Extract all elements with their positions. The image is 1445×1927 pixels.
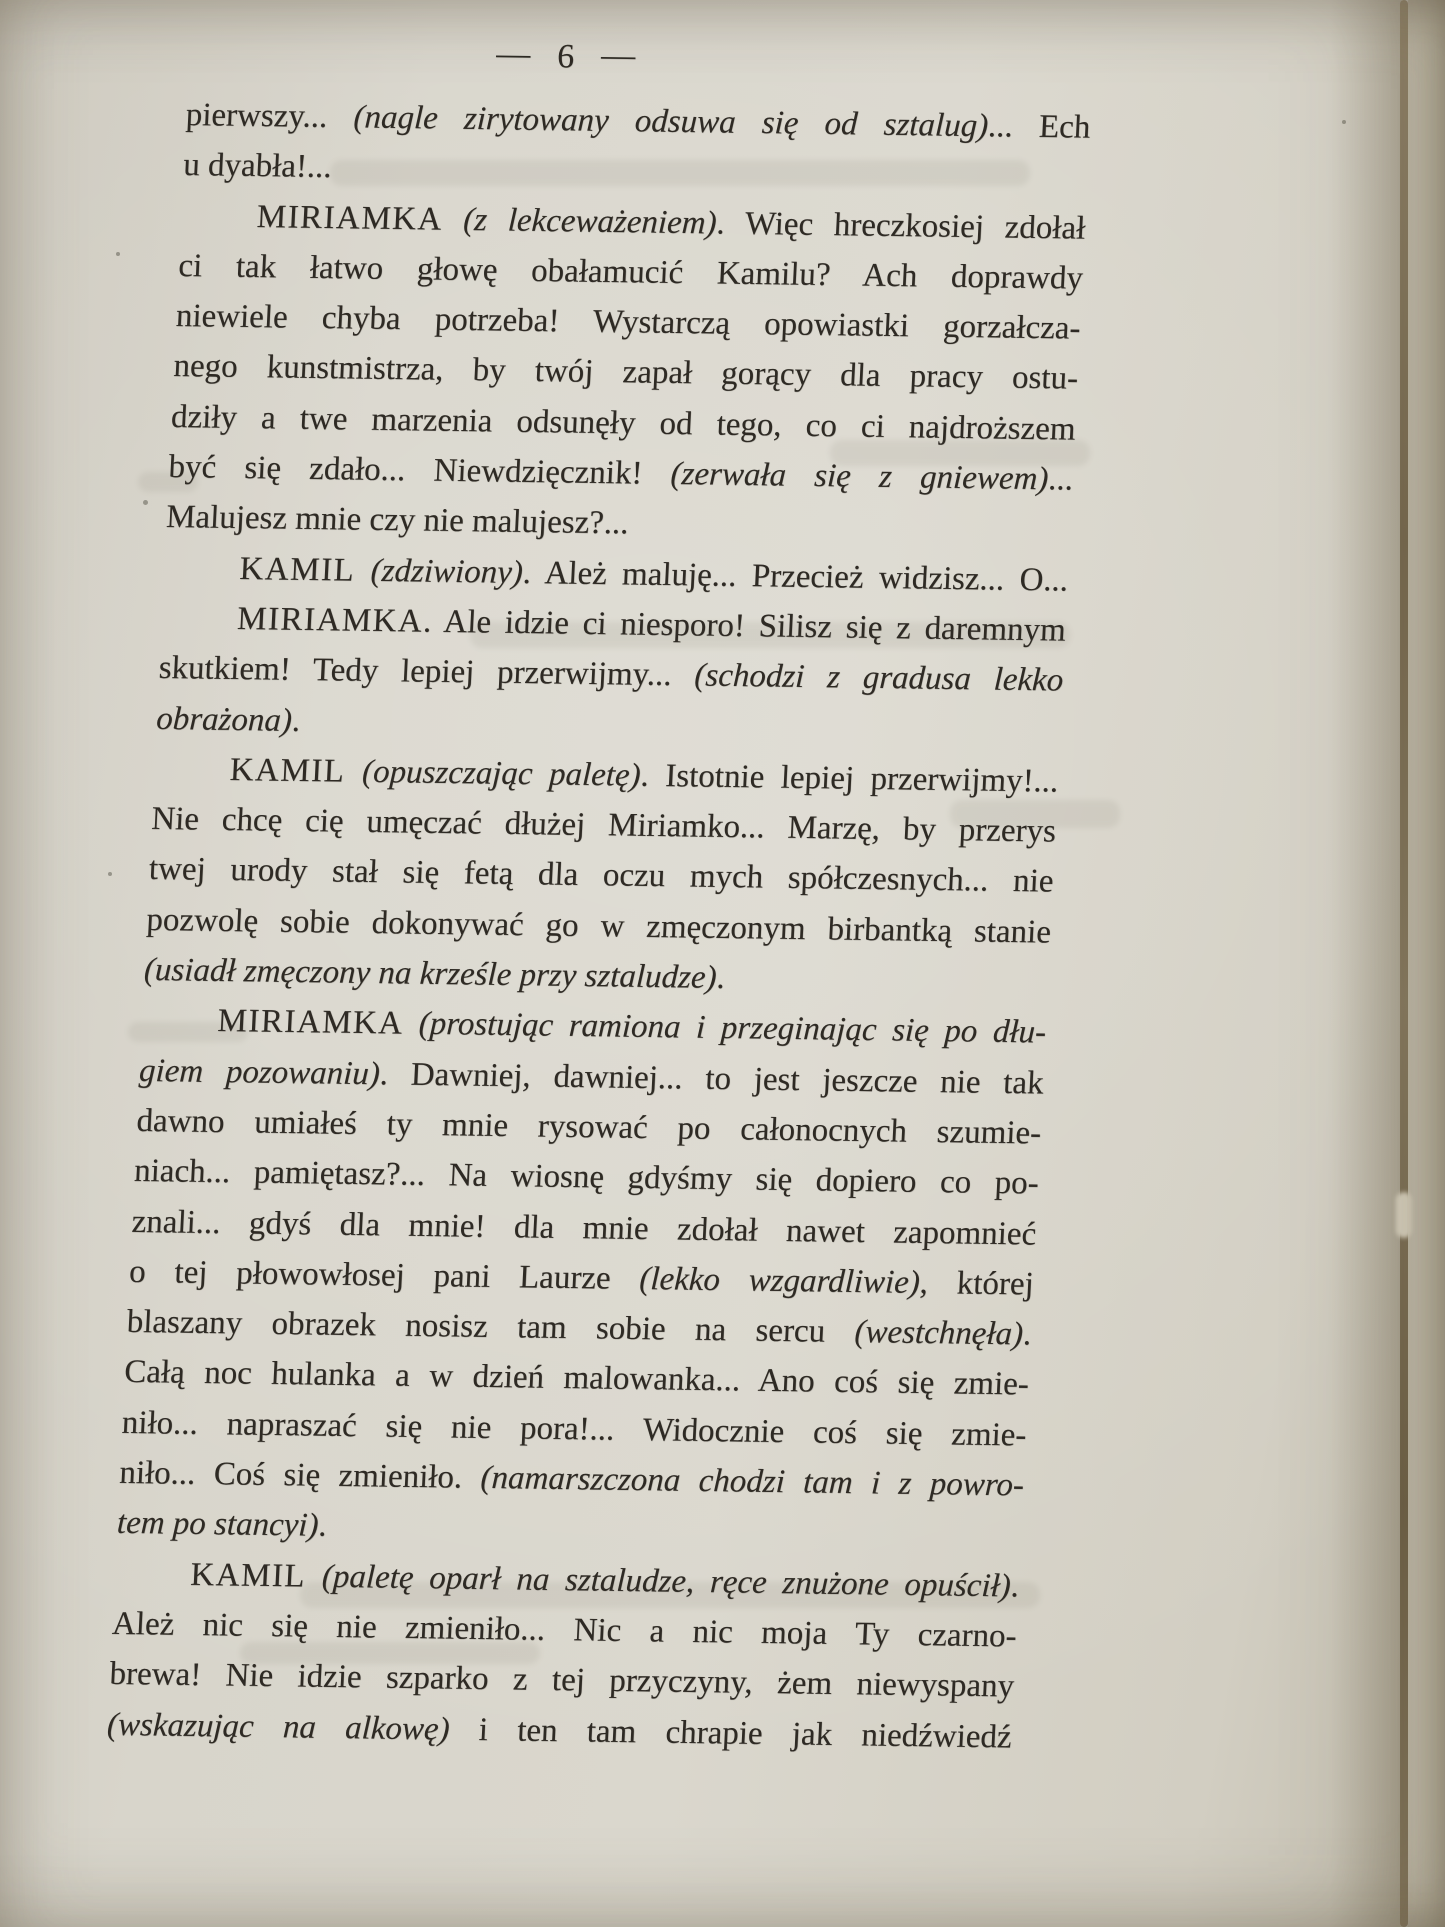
stage-direction: (westchnęła) bbox=[853, 1314, 1024, 1353]
dialogue-text: o tej płowowłosej pani Laurze bbox=[128, 1253, 641, 1297]
dialogue-text: . bbox=[715, 959, 726, 997]
dialogue-text: pierwszy... bbox=[184, 96, 355, 136]
dialogue-text: . bbox=[1009, 1567, 1020, 1605]
dialogue-text: dawno umiałeś ty mnie rysować po całonocnych szumie- bbox=[135, 1102, 1043, 1152]
dialogue-text: ci tak łatwo głowę obałamucić Kamilu? Ach doprawdy bbox=[177, 247, 1084, 297]
stage-direction: (zdziwiony) bbox=[369, 552, 524, 591]
stage-direction: (namarszczona chodzi tam i z powro- bbox=[479, 1459, 1025, 1504]
dialogue-text: Ależ nic się nie zmieniło... Nic a nic moja Ty czarno- bbox=[111, 1605, 1018, 1655]
dialogue-text: nego kunstmistrza, by twój zapał gorący dla pracy ostu- bbox=[172, 348, 1079, 398]
dialogue-text: niach... pamiętasz?... Na wiosnę gdyśmy się dopiero co po- bbox=[133, 1153, 1040, 1202]
stage-direction: obrażona) bbox=[155, 700, 293, 739]
speaker-name: MIRIAMKA bbox=[256, 198, 465, 238]
page-edge-tear bbox=[1396, 1192, 1412, 1238]
stage-direction: (schodzi z gradusa lekko bbox=[693, 657, 1065, 699]
dialogue-text: Malujesz mnie czy nie malujesz?... bbox=[165, 499, 630, 542]
dialogue-text: . Dawniej, dawniej... to jest jeszcze nie tak bbox=[379, 1055, 1045, 1102]
dialogue-text: dziły a twe marzenia odsunęły od tego, co ci najdroższem bbox=[170, 398, 1077, 448]
header-dash-left: — bbox=[495, 35, 533, 73]
page-edge-shadow bbox=[1330, 0, 1402, 1927]
page-number: 6 bbox=[556, 38, 577, 76]
dialogue-text: . bbox=[317, 1507, 328, 1545]
dialogue-text: Całą noc hulanka a w dzień malowanka... Ano coś się zmie- bbox=[123, 1354, 1030, 1403]
stage-direction: tem po stancyi) bbox=[116, 1505, 320, 1544]
dialogue-text: . bbox=[1022, 1316, 1033, 1353]
dialogue-text: ... bbox=[1047, 461, 1074, 498]
dialogue-text: znali... gdyś dla mnie! dla mnie zdołał nawet zapomnieć bbox=[130, 1203, 1038, 1253]
page-header bbox=[188, 30, 1095, 87]
dialogue-text: . Ale idzie ci niesporo! Silisz się z daremnym bbox=[422, 603, 1067, 649]
stage-direction: (nagle zirytowany odsuwa się od sztalug) bbox=[352, 99, 990, 145]
speaker-name: MIRIAMKA bbox=[236, 600, 425, 640]
text-block bbox=[106, 90, 1092, 1762]
dialogue-text: być się zdało... Niewdzięcznik! bbox=[167, 449, 672, 493]
dialogue-text: Nie chcę cię umęczać dłużej Miriamko... Marzę, by przerys bbox=[150, 801, 1057, 850]
header-dash-right: — bbox=[600, 36, 638, 75]
dialogue-text: pozwolę sobie dokonywać go w zmęczonym birbantką stanie bbox=[145, 901, 1052, 951]
stage-direction: (paletę oparł na sztaludze, ręce znużone opuścił) bbox=[321, 1558, 1012, 1604]
dialogue-text: . Istotnie lepiej przerwijmy!... bbox=[639, 757, 1060, 800]
dialogue-text: blaszany obrazek nosisz tam sobie na sercu bbox=[125, 1304, 856, 1351]
paper-speck bbox=[143, 500, 148, 505]
dialogue-text: i ten tam chrapie jak niedźwiedź bbox=[448, 1711, 1013, 1755]
speaker-name: KAMIL bbox=[189, 1556, 323, 1595]
stage-direction: (zerwała się z gniewem) bbox=[669, 456, 1050, 498]
dialogue-text: . Ależ maluję... Przecież widzisz... O... bbox=[522, 554, 1070, 599]
dialogue-text: niewiele chyba potrzeba! Wystarczą opowiastki gorzałcza- bbox=[175, 298, 1082, 347]
stage-direction: (usiadł zmęczony na krześle przy sztaludze) bbox=[143, 951, 718, 996]
stage-direction: (z lekceważeniem) bbox=[462, 201, 718, 242]
dialogue-text: ... Ech bbox=[987, 108, 1092, 146]
speaker-name: MIRIAMKA bbox=[216, 1003, 420, 1043]
stage-direction: (lekko wzgardliwie) bbox=[638, 1260, 921, 1301]
speaker-name: KAMIL bbox=[238, 550, 372, 589]
stage-direction: (opuszczając paletę) bbox=[361, 753, 642, 794]
page-edge-line bbox=[1400, 0, 1408, 1927]
dialogue-text: , której bbox=[918, 1264, 1035, 1303]
speaker-name: KAMIL bbox=[228, 751, 364, 790]
next-page-edge bbox=[1408, 0, 1445, 1927]
typeset-content bbox=[106, 30, 1095, 1762]
dialogue-text: u dyabła!... bbox=[182, 147, 333, 186]
dialogue-text: twej urody stał się fetą dla oczu mych spółczesnych... nie bbox=[148, 851, 1055, 901]
dialogue-text: skutkiem! Tedy lepiej przerwijmy... bbox=[157, 650, 696, 694]
dialogue-text: niło... Coś się zmieniło. bbox=[118, 1454, 482, 1496]
stage-direction: giem pozowaniu) bbox=[138, 1052, 381, 1092]
dialogue-text: niło... napraszać się nie pora!... Widocznie coś się zmie- bbox=[121, 1404, 1028, 1454]
dialogue-text: . bbox=[291, 702, 302, 739]
dialogue-text: brewa! Nie idzie szparko z tej przyczyny, żem niewyspany bbox=[108, 1656, 1015, 1705]
stage-direction: (prostując ramiona i przeginając się po dłu- bbox=[417, 1006, 1047, 1051]
paper-speck bbox=[108, 872, 112, 876]
stage-direction: (wskazując na alkowę) bbox=[106, 1706, 451, 1748]
paper-speck bbox=[116, 252, 120, 256]
dialogue-text: . Więc hreczkosiej zdołał bbox=[715, 205, 1087, 247]
